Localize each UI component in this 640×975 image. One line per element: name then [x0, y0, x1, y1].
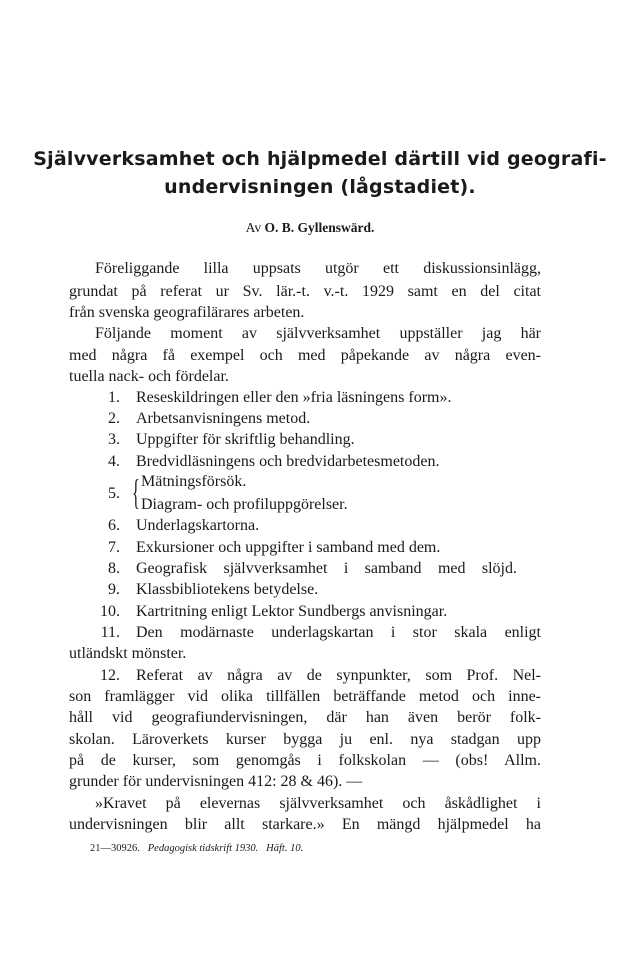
para2-line-3: tuella nack- och fördelar.: [69, 368, 229, 385]
list-item: 1. Reseskildringen eller den »fria läsningens form».: [108, 389, 452, 406]
list-item: 5.: [108, 485, 120, 502]
quote-line-1: »Kravet på elevernas självverksamhet och åskådlighet i: [95, 795, 541, 812]
para2-line-2: med några få exempel och med påpekande av några even-: [69, 347, 541, 364]
item12-line-5: grunder för undervisningen 412: 28 & 46). —: [69, 773, 363, 790]
item12-line-2: håll vid geografiundervisningen, där han även berör folk-: [69, 709, 541, 726]
list-item: 9. Klassbibliotekens betydelse.: [108, 581, 319, 598]
item12-line-1: son framlägger vid olika tillfällen beträffande metod och inne-: [69, 688, 541, 705]
para1-line-3: från svenska geografilärares arbeten.: [69, 304, 305, 321]
list-item: 6. Underlagskartorna.: [108, 517, 260, 534]
item12-line-3: skolan. Läroverkets kurser bygga ju enl. nya stadgan upp: [69, 731, 541, 748]
list-item: 8. Geografisk självverksamhet i samband med slöjd.: [108, 560, 517, 577]
footer-issue: Häft. 10.: [266, 843, 304, 854]
list-item: 12. Referat av några av de synpunkter, som Prof. Nel-: [100, 667, 541, 684]
article-title-line-2: undervisningen (lågstadiet).: [164, 176, 476, 198]
curly-brace-icon: {: [132, 472, 140, 512]
list-item: 2. Arbetsanvisningens metod.: [108, 410, 311, 427]
list-item: 7. Exkursioner och uppgifter i samband med dem.: [108, 539, 441, 556]
list-item: 10. Kartritning enligt Lektor Sundbergs anvisningar.: [100, 603, 448, 620]
quote-line-2: undervisningen blir allt starkare.» En mängd hjälpmedel ha: [69, 816, 541, 833]
item12-line-4: på de kurser, som genomgås i folkskolan — (obs! Allm.: [69, 752, 541, 769]
footer-code: 21—30926.: [90, 843, 140, 854]
footer-journal: Pedagogisk tidskrift 1930.: [147, 843, 259, 854]
list-item: 3. Uppgifter för skriftlig behandling.: [108, 431, 355, 448]
list-item-5a: Mätningsförsök.: [141, 473, 247, 490]
list-item-continuation: utländskt mönster.: [69, 645, 187, 662]
article-title-line-1: Självverksamhet och hjälpmedel därtill vid geografi-: [33, 148, 607, 170]
list-item-5b: Diagram- och profiluppgörelser.: [141, 496, 348, 513]
para2-line-1: Följande moment av självverksamhet uppställer jag här: [95, 325, 541, 342]
author-line: [0, 220, 620, 236]
list-item: 4. Bredvidläsningens och bredvidarbetesmetoden.: [108, 453, 440, 470]
para1-line-1: Föreliggande lilla uppsats utgör ett diskussionsinlägg,: [95, 260, 541, 277]
page-footer: [90, 843, 303, 854]
author-prefix: Av: [245, 220, 262, 235]
para1-line-2: grundat på referat ur Sv. lär.-t. v.-t. 1929 samt en del citat: [69, 283, 541, 300]
list-item: 11. Den modärnaste underlagskartan i stor skala enligt: [100, 624, 541, 641]
author-name: O. B. Gyllenswärd.: [264, 220, 375, 235]
